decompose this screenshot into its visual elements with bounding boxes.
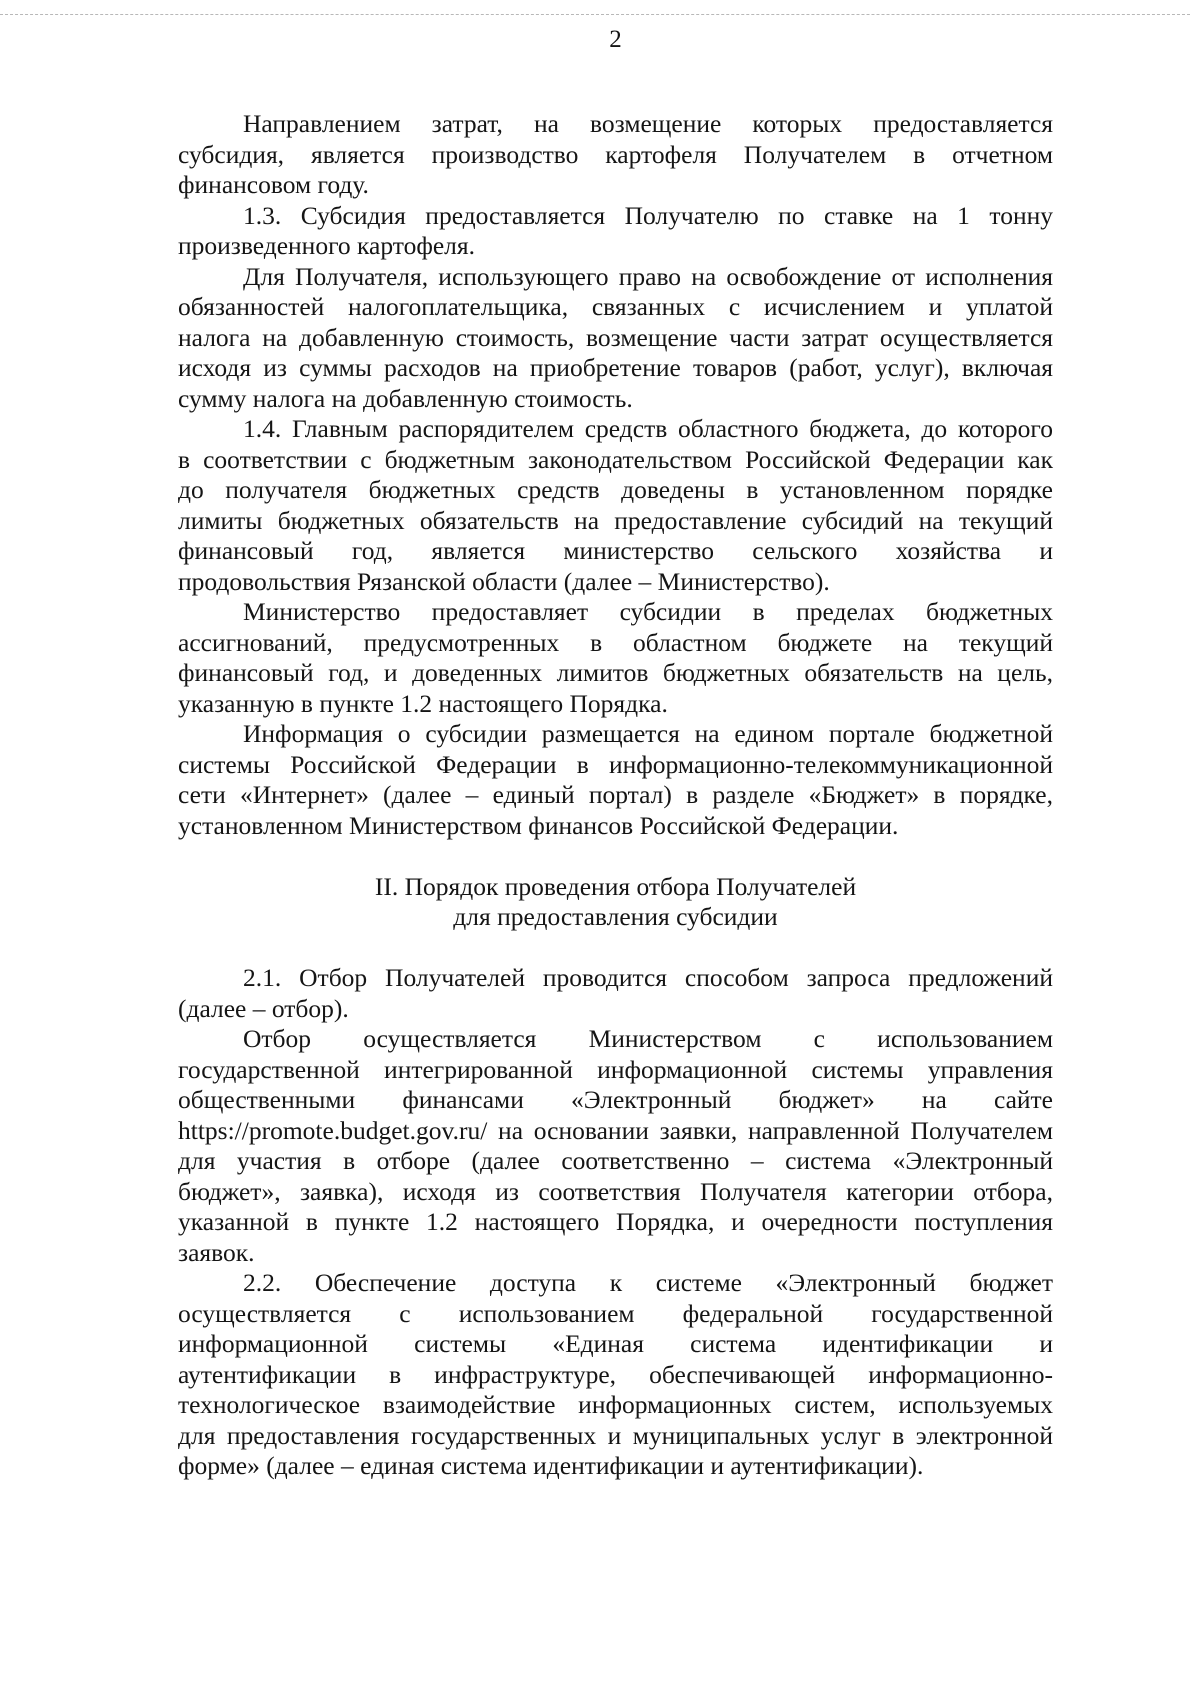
text-line: финансовый год, является министерство сельского хозяйства и (178, 536, 1053, 565)
text-line: 1.4. Главным распорядителем средств областного бюджета, до которого (243, 414, 1053, 443)
paragraph-selection-system (178, 1024, 1053, 1268)
section-heading-line: II. Порядок проведения отбора Получателей (374, 871, 857, 901)
text-line: 1.3. Субсидия предоставляется Получателю по ставке на 1 тонну (243, 200, 1053, 230)
text-line: произведенного картофеля. (178, 231, 475, 260)
paragraph-cost-direction (178, 109, 1053, 201)
text-line: ассигнований, предусмотренных в областном бюджете на текущий (178, 627, 1053, 657)
text-line: сумму налога на добавленную стоимость. (178, 383, 633, 413)
text-line: продовольствия Рязанской области (далее – Министерство). (178, 566, 830, 596)
text-line: https://promote.budget.gov.ru/ на основании заявки, направленной Получателем (178, 1115, 1053, 1145)
text-line: установленном Министерством финансов Российской Федерации. (178, 810, 899, 840)
text-line: налога на добавленную стоимость, возмещение части затрат осуществляется (178, 322, 1053, 352)
text-line: (далее – отбор). (178, 993, 349, 1023)
paragraph-portal-info (178, 719, 1053, 841)
text-line: технологическое взаимодействие информационных систем, используемых (178, 1390, 1053, 1419)
text-line: государственной интегрированной информационной системы управления (178, 1054, 1053, 1084)
text-line: 2.1. Отбор Получателей проводится способом запроса предложений (243, 963, 1053, 992)
text-line: 2.2. Обеспечение доступа к системе «Электронный бюджет (243, 1268, 1053, 1297)
paragraph-1-3 (178, 201, 1053, 262)
text-line: для участия в отборе (далее соответственно – система «Электронный (178, 1146, 1053, 1175)
text-line: бюджет», заявка), исходя из соответствия Получателя категории отбора, (178, 1176, 1053, 1206)
text-line: сети «Интернет» (далее – единый портал) в разделе «Бюджет» в порядке, (178, 780, 1053, 809)
paragraph-2-2 (178, 1268, 1053, 1482)
paragraph-2-1 (178, 963, 1053, 1024)
section-heading (178, 872, 1053, 933)
text-line: исходя из суммы расходов на приобретение товаров (работ, услуг), включая (178, 353, 1053, 382)
text-line: указанную в пункте 1.2 настоящего Порядка. (178, 688, 668, 718)
text-line: заявок. (178, 1237, 255, 1267)
page-number: 2 (609, 26, 622, 53)
text-line: Отбор осуществляется Министерством с использованием (243, 1024, 1053, 1053)
paragraph-1-4 (178, 414, 1053, 597)
document-body (178, 109, 1053, 1482)
text-line: лимиты бюджетных обязательств на предоставление субсидий на текущий (178, 505, 1053, 535)
text-line: обязанностей налогоплательщика, связанных с исчислением и уплатой (178, 292, 1053, 321)
text-line: в соответствии с бюджетным законодательством Российской Федерации как (178, 444, 1053, 474)
paragraph-vat-exemption (178, 262, 1053, 415)
text-line: для предоставления государственных и муниципальных услуг в электронной (178, 1420, 1053, 1450)
text-line: общественными финансами «Электронный бюджет» на сайте (178, 1085, 1053, 1114)
text-line: до получателя бюджетных средств доведены в установленном порядке (178, 475, 1053, 504)
text-line: указанной в пункте 1.2 настоящего Порядка, и очередности поступления (178, 1207, 1053, 1236)
text-line: Информация о субсидии размещается на едином портале бюджетной (243, 719, 1053, 748)
text-line: Для Получателя, использующего право на освобождение от исполнения (243, 261, 1053, 291)
text-line: осуществляется с использованием федеральной государственной (178, 1298, 1053, 1328)
paragraph-ministry-subsidies (178, 597, 1053, 719)
section-heading-line: для предоставления субсидии (453, 902, 778, 931)
text-line: информационной системы «Единая система идентификации и (178, 1329, 1053, 1358)
text-line: системы Российской Федерации в информационно-телекоммуникационной (178, 749, 1053, 779)
text-line: Министерство предоставляет субсидии в пределах бюджетных (243, 597, 1053, 626)
text-line: субсидия, является производство картофеля Получателем в отчетном (178, 139, 1053, 169)
text-line: финансовый год, и доведенных лимитов бюджетных обязательств на цель, (178, 658, 1053, 687)
scan-top-edge (0, 14, 1190, 15)
text-line: форме» (далее – единая система идентификации и аутентификации). (178, 1451, 924, 1480)
text-line: финансовом году. (178, 170, 369, 199)
text-line: аутентификации в инфраструктуре, обеспечивающей информационно- (178, 1359, 1053, 1389)
text-line: Направлением затрат, на возмещение которых предоставляется (243, 109, 1053, 138)
